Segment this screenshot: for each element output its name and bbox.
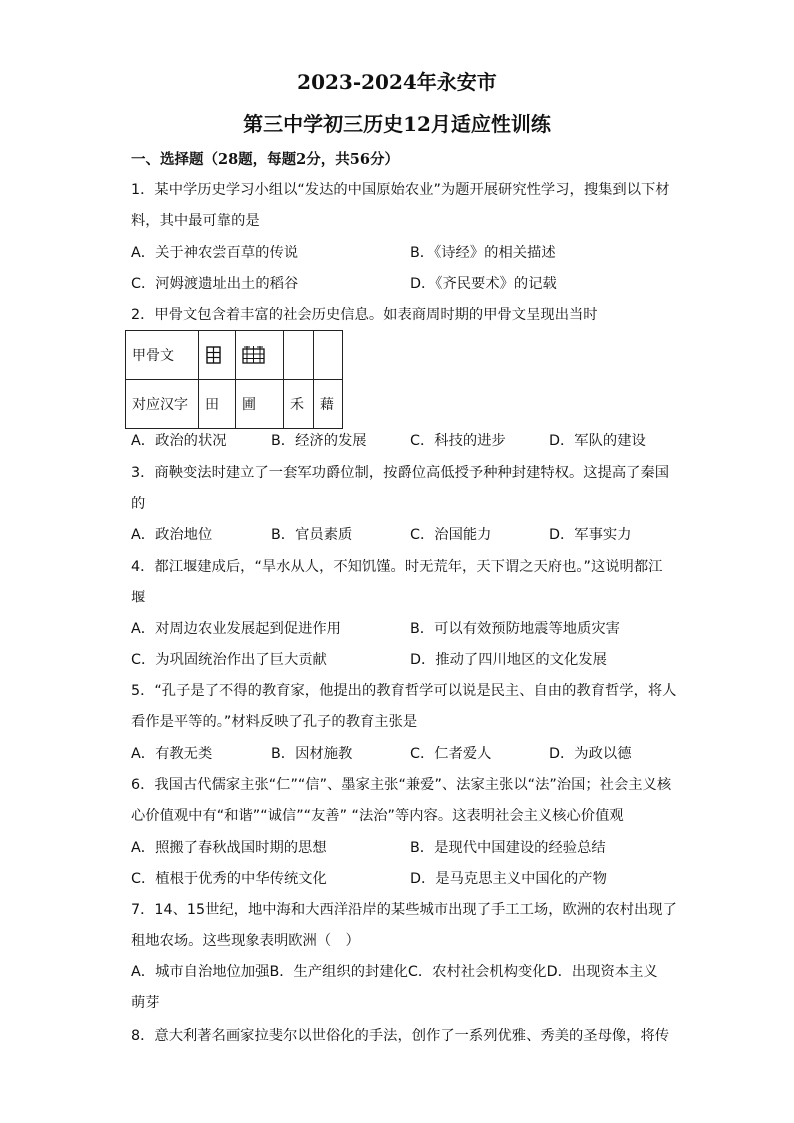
q4-option-b: B．可以有效预防地震等地质灾害 bbox=[410, 621, 620, 637]
exam-title-line1: 2023-2024年永安市 bbox=[297, 70, 497, 94]
q8-stem-line1: 8．意大利著名画家拉斐尔以世俗化的手法，创作了一系列优雅、秀美的圣母像，将传 bbox=[131, 1028, 670, 1044]
q2-option-a: A．政治的状况 bbox=[131, 433, 227, 449]
modern-char-3: 禾 bbox=[284, 380, 314, 429]
q3-option-b: B．官员素质 bbox=[271, 527, 353, 543]
table-row bbox=[126, 331, 343, 380]
modern-char-2: 圃 bbox=[236, 380, 284, 429]
oracle-glyph-pu-icon bbox=[242, 345, 266, 365]
q1-option-a: A．关于神农尝百草的传说 bbox=[131, 245, 299, 261]
q7-stem-line2: 租地农场。这些现象表明欧洲（ ） bbox=[131, 933, 360, 949]
q4-stem-line2: 堰 bbox=[131, 590, 146, 606]
q6-option-d: D．是马克思主义中国化的产物 bbox=[410, 871, 607, 887]
q6-option-a: A．照搬了春秋战国时期的思想 bbox=[131, 840, 327, 856]
oracle-glyph-tian bbox=[199, 331, 236, 380]
q4-option-d: D．推动了四川地区的文化发展 bbox=[410, 652, 607, 668]
modern-char-1: 田 bbox=[199, 380, 236, 429]
q5-stem-line1: 5．“孔子是了不得的教育家，他提出的教育哲学可以说是民主、自由的教育哲学，将人 bbox=[131, 683, 677, 699]
q2-option-b: B．经济的发展 bbox=[271, 433, 367, 449]
oracle-glyph-pu bbox=[236, 331, 284, 380]
q6-option-b: B．是现代中国建设的经验总结 bbox=[410, 840, 606, 856]
q6-stem-line1: 6．我国古代儒家主张“仁”“信”、墨家主张“兼爱”、法家主张以“法”治国；社会主义核 bbox=[131, 777, 672, 793]
q1-option-b: B．《诗经》的相关描述 bbox=[410, 245, 556, 261]
table-row bbox=[126, 380, 343, 429]
table-row-label-oracle: 甲骨文 bbox=[126, 331, 199, 380]
q2-stem: 2．甲骨文包含着丰富的社会历史信息。如表商周时期的甲骨文呈现出当时 bbox=[131, 307, 598, 323]
q3-stem-line2: 的 bbox=[131, 496, 146, 512]
q1-stem-line1: 1．某中学历史学习小组以“发达的中国原始农业”为题开展研究性学习，搜集到以下材 bbox=[131, 182, 670, 198]
section-heading: 一、选择题（28题，每题2分，共56分） bbox=[131, 151, 399, 168]
q4-option-a: A．对周边农业发展起到促进作用 bbox=[131, 621, 341, 637]
q3-stem-line1: 3．商鞅变法时建立了一套军功爵位制，按爵位高低授予种种封建特权。这提高了秦国 bbox=[131, 465, 670, 481]
q4-option-c: C．为巩固统治作出了巨大贡献 bbox=[131, 652, 327, 668]
exam-title-line2: 第三中学初三历史12月适应性训练 bbox=[243, 112, 551, 136]
q5-option-d: D．为政以德 bbox=[549, 746, 632, 762]
q3-option-a: A．政治地位 bbox=[131, 527, 213, 543]
table-row-label-modern: 对应汉字 bbox=[126, 380, 199, 429]
modern-char-4: 藉 bbox=[314, 380, 343, 429]
oracle-glyph-he bbox=[284, 331, 314, 380]
oracle-glyph-tian-icon bbox=[205, 345, 223, 365]
q5-option-c: C．仁者爱人 bbox=[410, 746, 492, 762]
q5-stem-line2: 看作是平等的。”材料反映了孔子的教育主张是 bbox=[131, 714, 418, 730]
q7-stem-line1: 7．14、15世纪，地中海和大西洋沿岸的某些城市出现了手工工场，欧洲的农村出现了 bbox=[131, 902, 677, 918]
q1-stem-line2: 料，其中最可靠的是 bbox=[131, 213, 260, 229]
q5-option-a: A．有教无类 bbox=[131, 746, 213, 762]
oracle-glyph-ji bbox=[314, 331, 343, 380]
q3-option-d: D．军事实力 bbox=[549, 527, 632, 543]
q3-option-c: C．治国能力 bbox=[410, 527, 492, 543]
q7-options-line2: 萌芽 bbox=[131, 995, 160, 1011]
q7-options-line: A．城市自治地位加强B．生产组织的封建化C．农村社会机构变化D．出现资本主义 bbox=[131, 964, 658, 980]
q4-stem-line1: 4．都江堰建成后，“旱水从人，不知饥馑。时无荒年，天下谓之天府也。”这说明都江 bbox=[131, 559, 663, 575]
q6-option-c: C．植根于优秀的中华传统文化 bbox=[131, 871, 327, 887]
q1-option-c: C．河姆渡遗址出土的稻谷 bbox=[131, 276, 299, 292]
q2-option-c: C．科技的进步 bbox=[410, 433, 506, 449]
q6-stem-line2: 心价值观中有“和谐”“诚信”“友善” “法治”等内容。这表明社会主义核心价值观 bbox=[131, 808, 624, 824]
oracle-bone-table bbox=[125, 330, 343, 429]
q1-option-d: D．《齐民要术》的记载 bbox=[410, 276, 557, 292]
q2-option-d: D．军队的建设 bbox=[549, 433, 646, 449]
q5-option-b: B．因材施教 bbox=[271, 746, 353, 762]
